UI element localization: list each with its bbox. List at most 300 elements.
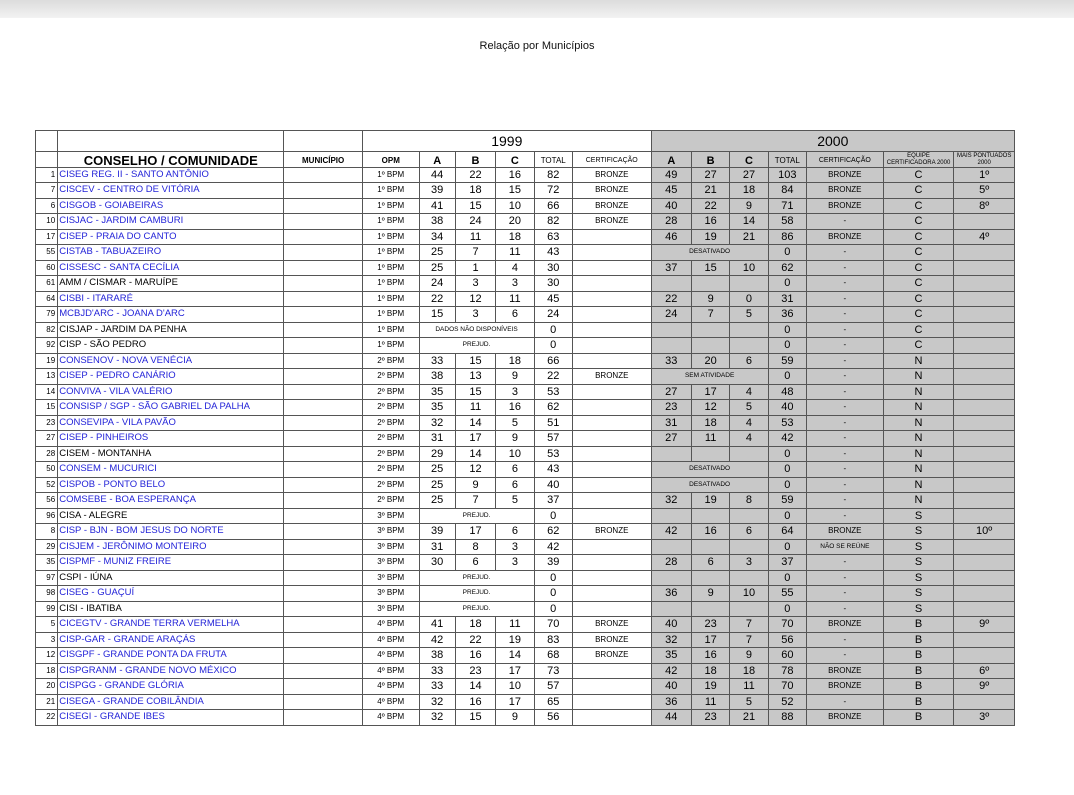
- ranking-cell: [954, 539, 1015, 555]
- cert-2000: -: [807, 462, 884, 478]
- note-2000: DESATIVADO: [651, 477, 768, 493]
- conselho-name[interactable]: CISPOB - PONTO BELO: [58, 477, 284, 493]
- opm-cell: 1º BPM: [363, 260, 420, 276]
- score-b-2000: 23: [691, 710, 729, 726]
- score-b-1999: 16: [455, 694, 495, 710]
- cert-1999: BRONZE: [572, 183, 651, 199]
- score-b-2000: 19: [691, 493, 729, 509]
- municipio-cell: [284, 338, 363, 354]
- conselho-name: CISP - SÃO PEDRO: [58, 338, 284, 354]
- table-row: [36, 632, 1015, 648]
- score-b-2000: 11: [691, 431, 729, 447]
- table-row: [36, 555, 1015, 571]
- cert-2000: -: [807, 477, 884, 493]
- cert-1999: [572, 694, 651, 710]
- equipe-cell: S: [883, 508, 954, 524]
- cert-2000: -: [807, 586, 884, 602]
- total-1999: 57: [534, 431, 572, 447]
- equipe-cell: B: [883, 617, 954, 633]
- score-c-1999: 3: [496, 276, 534, 292]
- score-c-1999: 16: [496, 167, 534, 183]
- opm-cell: 1º BPM: [363, 167, 420, 183]
- table-row: [36, 477, 1015, 493]
- score-c-1999: 11: [496, 245, 534, 261]
- note-2000: SEM ATIVIDADE: [651, 369, 768, 385]
- score-b-1999: 11: [455, 400, 495, 416]
- conselho-name[interactable]: CISGPF - GRANDE PONTA DA FRUTA: [58, 648, 284, 664]
- score-b-1999: 17: [455, 524, 495, 540]
- score-c-2000: 7: [730, 617, 768, 633]
- score-c-2000: 10: [730, 260, 768, 276]
- total-1999: 39: [534, 555, 572, 571]
- equipe-cell: N: [883, 431, 954, 447]
- municipio-cell: [284, 539, 363, 555]
- conselho-name[interactable]: CONSEVIPA - VILA PAVÃO: [58, 415, 284, 431]
- cert-1999: [572, 710, 651, 726]
- cert-2000: BRONZE: [807, 229, 884, 245]
- score-b-1999: 24: [455, 214, 495, 230]
- score-b-1999: 3: [455, 307, 495, 323]
- score-a-1999: 33: [419, 679, 455, 695]
- score-b-2000: 20: [691, 353, 729, 369]
- row-number: 6: [36, 198, 58, 214]
- score-c-2000: 3: [730, 555, 768, 571]
- equipe-cell: N: [883, 493, 954, 509]
- col-mais-pontuados: MAIS PONTUADOS 2000: [954, 152, 1015, 168]
- score-c-2000: 18: [730, 663, 768, 679]
- score-c-2000: [730, 338, 768, 354]
- score-a-1999: 32: [419, 710, 455, 726]
- score-b-2000: 15: [691, 260, 729, 276]
- score-c-1999: 10: [496, 679, 534, 695]
- col-conselho: CONSELHO / COMUNIDADE: [58, 152, 284, 168]
- conselho-name[interactable]: CISTAB - TABUAZEIRO: [58, 245, 284, 261]
- municipio-cell: [284, 369, 363, 385]
- municipio-cell: [284, 276, 363, 292]
- conselho-name[interactable]: CISEG - GUAÇUÍ: [58, 586, 284, 602]
- ranking-cell: [954, 353, 1015, 369]
- table-row: [36, 431, 1015, 447]
- row-number: 98: [36, 586, 58, 602]
- ranking-cell: [954, 648, 1015, 664]
- conselho-name[interactable]: CISEP - PRAIA DO CANTO: [58, 229, 284, 245]
- cert-1999: [572, 322, 651, 338]
- equipe-cell: B: [883, 632, 954, 648]
- equipe-cell: N: [883, 462, 954, 478]
- col-b-2000: B: [691, 152, 729, 168]
- col-cert-2000: CERTIFICAÇÃO: [807, 152, 884, 168]
- score-b-2000: [691, 322, 729, 338]
- equipe-cell: N: [883, 477, 954, 493]
- table-row: [36, 276, 1015, 292]
- conselho-name[interactable]: CISP-GAR - GRANDE ARAÇÁS: [58, 632, 284, 648]
- score-a-2000: [651, 601, 691, 617]
- score-c-2000: [730, 322, 768, 338]
- total-1999: 22: [534, 369, 572, 385]
- equipe-cell: S: [883, 601, 954, 617]
- equipe-cell: N: [883, 369, 954, 385]
- conselho-name[interactable]: CISPGG - GRANDE GLÓRIA: [58, 679, 284, 695]
- total-2000: 0: [768, 477, 806, 493]
- conselho-name[interactable]: CONSISP / SGP - SÃO GABRIEL DA PALHA: [58, 400, 284, 416]
- conselho-name: CSPI - IÚNA: [58, 570, 284, 586]
- score-c-2000: 4: [730, 384, 768, 400]
- total-1999: 53: [534, 384, 572, 400]
- row-number: 1: [36, 167, 58, 183]
- score-a-1999: 25: [419, 462, 455, 478]
- equipe-cell: B: [883, 710, 954, 726]
- opm-cell: 2º BPM: [363, 431, 420, 447]
- score-c-1999: 6: [496, 477, 534, 493]
- ranking-cell: [954, 338, 1015, 354]
- col-equipe: EQUIPE CERTIFICADORA 2000: [883, 152, 954, 168]
- score-a-1999: 33: [419, 353, 455, 369]
- row-number: 21: [36, 694, 58, 710]
- ranking-cell: [954, 322, 1015, 338]
- score-b-2000: 9: [691, 586, 729, 602]
- score-a-1999: 41: [419, 617, 455, 633]
- score-b-2000: 12: [691, 400, 729, 416]
- total-1999: 37: [534, 493, 572, 509]
- score-c-2000: 11: [730, 679, 768, 695]
- cert-1999: [572, 353, 651, 369]
- cert-1999: [572, 446, 651, 462]
- score-a-1999: 31: [419, 539, 455, 555]
- conselho-name[interactable]: CISJAC - JARDIM CAMBURI: [58, 214, 284, 230]
- ranking-cell: [954, 384, 1015, 400]
- score-b-2000: [691, 570, 729, 586]
- municipio-cell: [284, 710, 363, 726]
- conselho-name[interactable]: CISEP - PINHEIROS: [58, 431, 284, 447]
- opm-cell: 4º BPM: [363, 617, 420, 633]
- conselho-name[interactable]: CONVIVA - VILA VALÉRIO: [58, 384, 284, 400]
- score-b-1999: 12: [455, 291, 495, 307]
- score-c-2000: 18: [730, 183, 768, 199]
- equipe-cell: S: [883, 524, 954, 540]
- municipio-cell: [284, 307, 363, 323]
- score-b-1999: 8: [455, 539, 495, 555]
- score-a-2000: 35: [651, 648, 691, 664]
- score-b-2000: 9: [691, 291, 729, 307]
- conselho-name[interactable]: COMSEBE - BOA ESPERANÇA: [58, 493, 284, 509]
- conselho-name[interactable]: CISPGRANM - GRANDE NOVO MÉXICO: [58, 663, 284, 679]
- cert-2000: -: [807, 570, 884, 586]
- score-c-1999: 10: [496, 198, 534, 214]
- conselho-name[interactable]: CONSEM - MUCURICI: [58, 462, 284, 478]
- ranking-cell: 5º: [954, 183, 1015, 199]
- cert-2000: -: [807, 291, 884, 307]
- municipio-cell: [284, 214, 363, 230]
- score-a-2000: 37: [651, 260, 691, 276]
- equipe-cell: B: [883, 663, 954, 679]
- score-a-1999: 24: [419, 276, 455, 292]
- total-2000: 59: [768, 493, 806, 509]
- total-2000: 64: [768, 524, 806, 540]
- total-1999: 65: [534, 694, 572, 710]
- score-c-2000: 9: [730, 198, 768, 214]
- row-number: 96: [36, 508, 58, 524]
- cert-2000: BRONZE: [807, 617, 884, 633]
- score-b-2000: 27: [691, 167, 729, 183]
- row-number: 99: [36, 601, 58, 617]
- total-1999: 62: [534, 524, 572, 540]
- table-row: [36, 167, 1015, 183]
- table-row: [36, 508, 1015, 524]
- row-number: 82: [36, 322, 58, 338]
- municipio-cell: [284, 245, 363, 261]
- municipio-cell: [284, 353, 363, 369]
- table-row: [36, 214, 1015, 230]
- score-c-1999: 16: [496, 400, 534, 416]
- score-c-2000: 0: [730, 291, 768, 307]
- ranking-cell: [954, 245, 1015, 261]
- score-b-1999: 7: [455, 245, 495, 261]
- row-number: 22: [36, 710, 58, 726]
- col-a-1999: A: [419, 152, 455, 168]
- score-b-2000: 17: [691, 384, 729, 400]
- opm-cell: 3º BPM: [363, 586, 420, 602]
- cert-2000: -: [807, 400, 884, 416]
- opm-cell: 3º BPM: [363, 508, 420, 524]
- row-number: 3: [36, 632, 58, 648]
- equipe-cell: S: [883, 555, 954, 571]
- cert-1999: [572, 431, 651, 447]
- note-1999: PREJUD.: [419, 338, 534, 354]
- row-number: 13: [36, 369, 58, 385]
- municipio-cell: [284, 384, 363, 400]
- score-c-2000: 8: [730, 493, 768, 509]
- equipe-cell: C: [883, 198, 954, 214]
- score-b-2000: 19: [691, 679, 729, 695]
- col-c-2000: C: [730, 152, 768, 168]
- total-2000: 31: [768, 291, 806, 307]
- score-a-1999: 25: [419, 260, 455, 276]
- equipe-cell: B: [883, 694, 954, 710]
- equipe-cell: S: [883, 539, 954, 555]
- score-b-2000: 22: [691, 198, 729, 214]
- score-a-2000: 40: [651, 198, 691, 214]
- ranking-cell: [954, 260, 1015, 276]
- table-row: [36, 229, 1015, 245]
- ranking-cell: [954, 493, 1015, 509]
- score-c-2000: [730, 601, 768, 617]
- score-c-1999: 4: [496, 260, 534, 276]
- year-1999: 1999: [363, 131, 652, 152]
- total-1999: 72: [534, 183, 572, 199]
- score-c-2000: 6: [730, 524, 768, 540]
- equipe-cell: C: [883, 260, 954, 276]
- equipe-cell: C: [883, 214, 954, 230]
- score-b-1999: 9: [455, 477, 495, 493]
- cert-1999: BRONZE: [572, 632, 651, 648]
- conselho-name[interactable]: CISSESC - SANTA CECÍLIA: [58, 260, 284, 276]
- column-header-row: [36, 152, 1015, 168]
- opm-cell: 3º BPM: [363, 539, 420, 555]
- score-a-1999: 29: [419, 446, 455, 462]
- cert-2000: -: [807, 415, 884, 431]
- opm-cell: 1º BPM: [363, 307, 420, 323]
- viewer-top-bar: [0, 0, 1074, 18]
- ranking-cell: [954, 400, 1015, 416]
- note-1999: DADOS NÃO DISPONÍVEIS: [419, 322, 534, 338]
- cert-2000: -: [807, 384, 884, 400]
- equipe-cell: N: [883, 353, 954, 369]
- municipio-cell: [284, 291, 363, 307]
- equipe-cell: C: [883, 276, 954, 292]
- table-row: [36, 198, 1015, 214]
- conselho-name[interactable]: CICEGTV - GRANDE TERRA VERMELHA: [58, 617, 284, 633]
- score-b-1999: 14: [455, 679, 495, 695]
- table-row: [36, 322, 1015, 338]
- municipio-cell: [284, 493, 363, 509]
- score-b-1999: 6: [455, 555, 495, 571]
- col-opm: OPM: [363, 152, 420, 168]
- score-b-1999: 18: [455, 617, 495, 633]
- cert-1999: [572, 245, 651, 261]
- score-b-2000: 18: [691, 663, 729, 679]
- conselho-name[interactable]: CISEP - PEDRO CANÁRIO: [58, 369, 284, 385]
- col-cert-1999: CERTIFICAÇÃO: [572, 152, 651, 168]
- total-2000: 48: [768, 384, 806, 400]
- row-number: 8: [36, 524, 58, 540]
- conselho-name[interactable]: CISEG REG. II - SANTO ANTÔNIO: [58, 167, 284, 183]
- cert-2000: -: [807, 307, 884, 323]
- score-b-1999: 14: [455, 415, 495, 431]
- cert-1999: [572, 384, 651, 400]
- municipio-cell: [284, 679, 363, 695]
- ranking-cell: [954, 415, 1015, 431]
- total-2000: 55: [768, 586, 806, 602]
- row-number: 15: [36, 400, 58, 416]
- conselho-name[interactable]: CISPMF - MUNIZ FREIRE: [58, 555, 284, 571]
- row-number: 28: [36, 446, 58, 462]
- score-b-2000: 16: [691, 214, 729, 230]
- row-number: 56: [36, 493, 58, 509]
- conselho-name: CISA - ALEGRE: [58, 508, 284, 524]
- score-a-1999: 38: [419, 369, 455, 385]
- total-1999: 43: [534, 462, 572, 478]
- total-2000: 0: [768, 462, 806, 478]
- score-a-2000: [651, 446, 691, 462]
- score-c-2000: 4: [730, 415, 768, 431]
- municipio-cell: [284, 663, 363, 679]
- page-title: Relação por Municípios: [479, 40, 595, 52]
- conselho-name[interactable]: CISJEM - JERÔNIMO MONTEIRO: [58, 539, 284, 555]
- cert-2000: -: [807, 555, 884, 571]
- cert-1999: [572, 679, 651, 695]
- opm-cell: 2º BPM: [363, 446, 420, 462]
- score-c-2000: [730, 508, 768, 524]
- municipio-cell: [284, 617, 363, 633]
- table-row: [36, 570, 1015, 586]
- score-a-2000: 24: [651, 307, 691, 323]
- total-2000: 58: [768, 214, 806, 230]
- cert-2000: NÃO SE REÚNE: [807, 539, 884, 555]
- conselho-name[interactable]: CISBI - ITARARÉ: [58, 291, 284, 307]
- opm-cell: 1º BPM: [363, 276, 420, 292]
- ranking-cell: [954, 694, 1015, 710]
- conselho-name[interactable]: CISCEV - CENTRO DE VITÓRIA: [58, 183, 284, 199]
- score-a-2000: 42: [651, 663, 691, 679]
- conselho-name[interactable]: CISGOB - GOIABEIRAS: [58, 198, 284, 214]
- municipio-cell: [284, 400, 363, 416]
- equipe-cell: B: [883, 648, 954, 664]
- total-2000: 53: [768, 415, 806, 431]
- score-b-2000: [691, 539, 729, 555]
- total-1999: 70: [534, 617, 572, 633]
- cert-1999: [572, 493, 651, 509]
- table-row: [36, 493, 1015, 509]
- score-a-2000: 27: [651, 431, 691, 447]
- table-row: [36, 400, 1015, 416]
- ranking-cell: 10º: [954, 524, 1015, 540]
- score-c-2000: [730, 276, 768, 292]
- total-2000: 0: [768, 446, 806, 462]
- cert-2000: -: [807, 322, 884, 338]
- total-2000: 103: [768, 167, 806, 183]
- conselho-name[interactable]: CISEGI - GRANDE IBES: [58, 710, 284, 726]
- ranking-cell: [954, 586, 1015, 602]
- row-number: 79: [36, 307, 58, 323]
- score-c-1999: 5: [496, 415, 534, 431]
- total-2000: 0: [768, 322, 806, 338]
- score-a-1999: 32: [419, 415, 455, 431]
- cert-1999: [572, 415, 651, 431]
- conselho-name[interactable]: CISEGA - GRANDE COBILÂNDIA: [58, 694, 284, 710]
- equipe-cell: N: [883, 384, 954, 400]
- cert-2000: -: [807, 214, 884, 230]
- total-2000: 0: [768, 539, 806, 555]
- score-a-2000: [651, 539, 691, 555]
- col-a-2000: A: [651, 152, 691, 168]
- cert-2000: -: [807, 260, 884, 276]
- conselho-name[interactable]: MCBJD'ARC - JOANA D'ARC: [58, 307, 284, 323]
- equipe-cell: C: [883, 229, 954, 245]
- equipe-cell: C: [883, 307, 954, 323]
- year-header-row: [36, 131, 1015, 152]
- cert-1999: [572, 539, 651, 555]
- score-b-2000: [691, 601, 729, 617]
- score-c-1999: 20: [496, 214, 534, 230]
- cert-1999: [572, 570, 651, 586]
- conselho-name[interactable]: CONSENOV - NOVA VENÉCIA: [58, 353, 284, 369]
- equipe-cell: N: [883, 400, 954, 416]
- total-2000: 88: [768, 710, 806, 726]
- score-a-2000: 46: [651, 229, 691, 245]
- ranking-cell: 6º: [954, 663, 1015, 679]
- score-c-1999: 11: [496, 291, 534, 307]
- total-1999: 0: [534, 338, 572, 354]
- conselho-name[interactable]: CISP - BJN - BOM JESUS DO NORTE: [58, 524, 284, 540]
- opm-cell: 3º BPM: [363, 570, 420, 586]
- cert-1999: [572, 586, 651, 602]
- equipe-cell: N: [883, 446, 954, 462]
- score-c-1999: 15: [496, 183, 534, 199]
- score-a-1999: 15: [419, 307, 455, 323]
- row-number: 29: [36, 539, 58, 555]
- total-2000: 0: [768, 245, 806, 261]
- score-c-2000: 21: [730, 710, 768, 726]
- municipio-cell: [284, 508, 363, 524]
- score-c-1999: 6: [496, 462, 534, 478]
- score-a-2000: 40: [651, 617, 691, 633]
- opm-cell: 4º BPM: [363, 648, 420, 664]
- score-b-2000: [691, 276, 729, 292]
- score-c-1999: 17: [496, 663, 534, 679]
- score-a-2000: 36: [651, 586, 691, 602]
- score-c-1999: 9: [496, 431, 534, 447]
- cert-1999: [572, 260, 651, 276]
